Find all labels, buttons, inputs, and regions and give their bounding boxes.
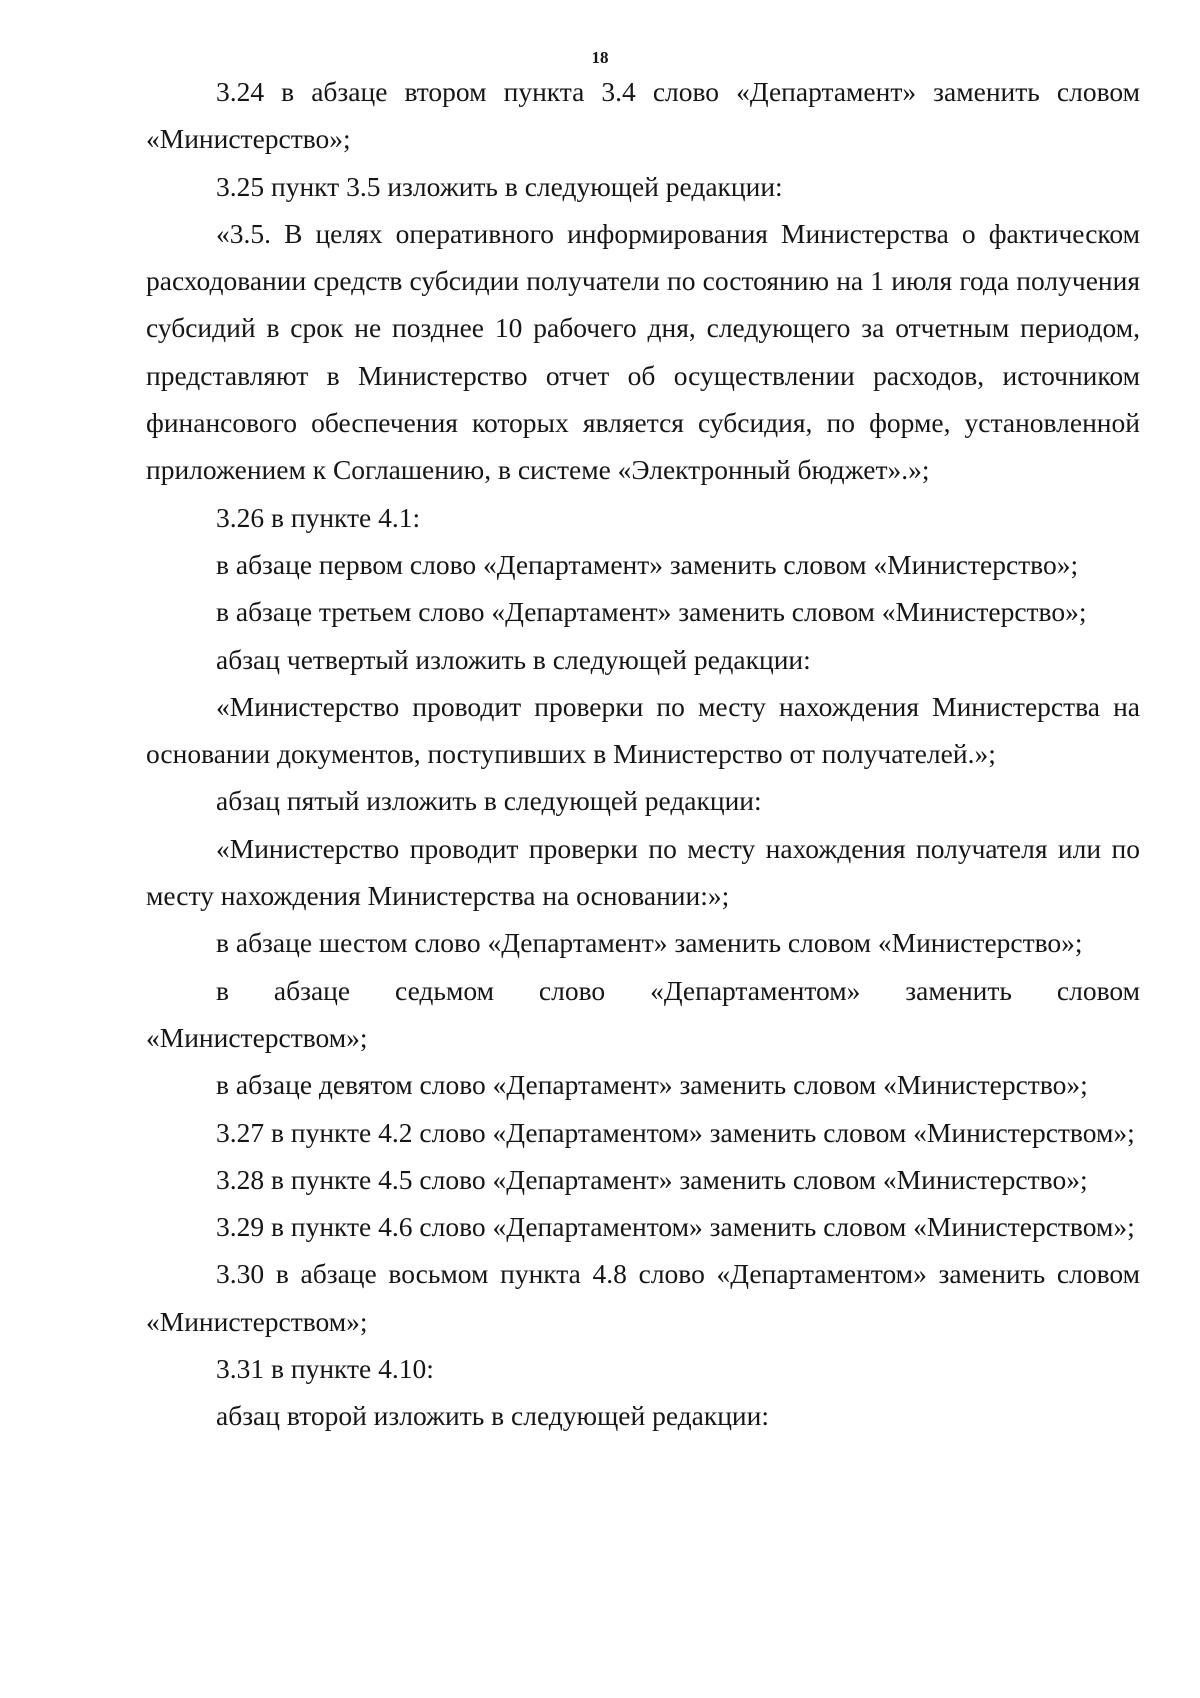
document-body <box>146 68 1140 1440</box>
paragraph-abzac-sixth: в абзаце шестом слово «Департамент» заменить словом «Министерство»; <box>216 927 1083 959</box>
paragraph-abzac-ninth: в абзаце девятом слово «Департамент» заменить словом «Министерство»; <box>216 1069 1088 1101</box>
paragraph-3-30: 3.30 в абзаце восьмом пункта 4.8 слово «Департаментом» заменить словом «Министерством»; <box>146 1258 1140 1337</box>
paragraph-abzac-third: в абзаце третьем слово «Департамент» заменить словом «Министерство»; <box>216 596 1087 628</box>
paragraph-3-28: 3.28 в пункте 4.5 слово «Департамент» заменить словом «Министерство»; <box>216 1163 1088 1195</box>
page-number: 18 <box>591 48 609 67</box>
paragraph-abzac-fifth-quote: «Министерство проводит проверки по месту нахождения получателя или по месту нахождения Министерства на основании:»; <box>146 832 1140 912</box>
paragraph-abzac-second: абзац второй изложить в следующей редакции: <box>216 1400 770 1432</box>
paragraph-abzac-fourth-quote: «Министерство проводит проверки по месту нахождения Министерства на основании документов, поступивших в Министерство от получателей.»; <box>146 690 1140 770</box>
paragraph-abzac-fourth: абзац четвертый изложить в следующей редакции: <box>216 643 811 675</box>
paragraph-3-5-quote: «3.5. В целях оперативного информирования Министерства о фактическом расходовании средств субсидии получатели по состоянию на 1 июля года получения субсидий в срок не позднее 10 рабочего дня, следующего за отчетным периодом, представляют в Министерство отчет об осуществлении расходов, источником финансового обеспечения которых является субсидия, по форме, установленной приложением к Соглашению, в системе «Электронный бюджет».»; <box>146 217 1140 486</box>
paragraph-3-25: 3.25 пункт 3.5 изложить в следующей редакции: <box>216 170 783 202</box>
paragraph-3-26: 3.26 в пункте 4.1: <box>216 501 421 533</box>
paragraph-abzac-fifth: абзац пятый изложить в следующей редакции: <box>216 785 762 817</box>
paragraph-3-31: 3.31 в пункте 4.10: <box>216 1353 434 1385</box>
paragraph-3-29: 3.29 в пункте 4.6 слово «Департаментом» заменить словом «Министерством»; <box>216 1211 1135 1243</box>
paragraph-abzac-seventh: в абзаце седьмом слово «Департаментом» заменить словом «Министерством»; <box>146 974 1140 1053</box>
paragraph-3-27: 3.27 в пункте 4.2 слово «Департаментом» заменить словом «Министерством»; <box>216 1116 1135 1148</box>
paragraph-3-24: 3.24 в абзаце втором пункта 3.4 слово «Департамент» заменить словом «Министерство»; <box>146 76 1140 155</box>
paragraph-abzac-first: в абзаце первом слово «Департамент» заменить словом «Министерство»; <box>216 548 1079 580</box>
